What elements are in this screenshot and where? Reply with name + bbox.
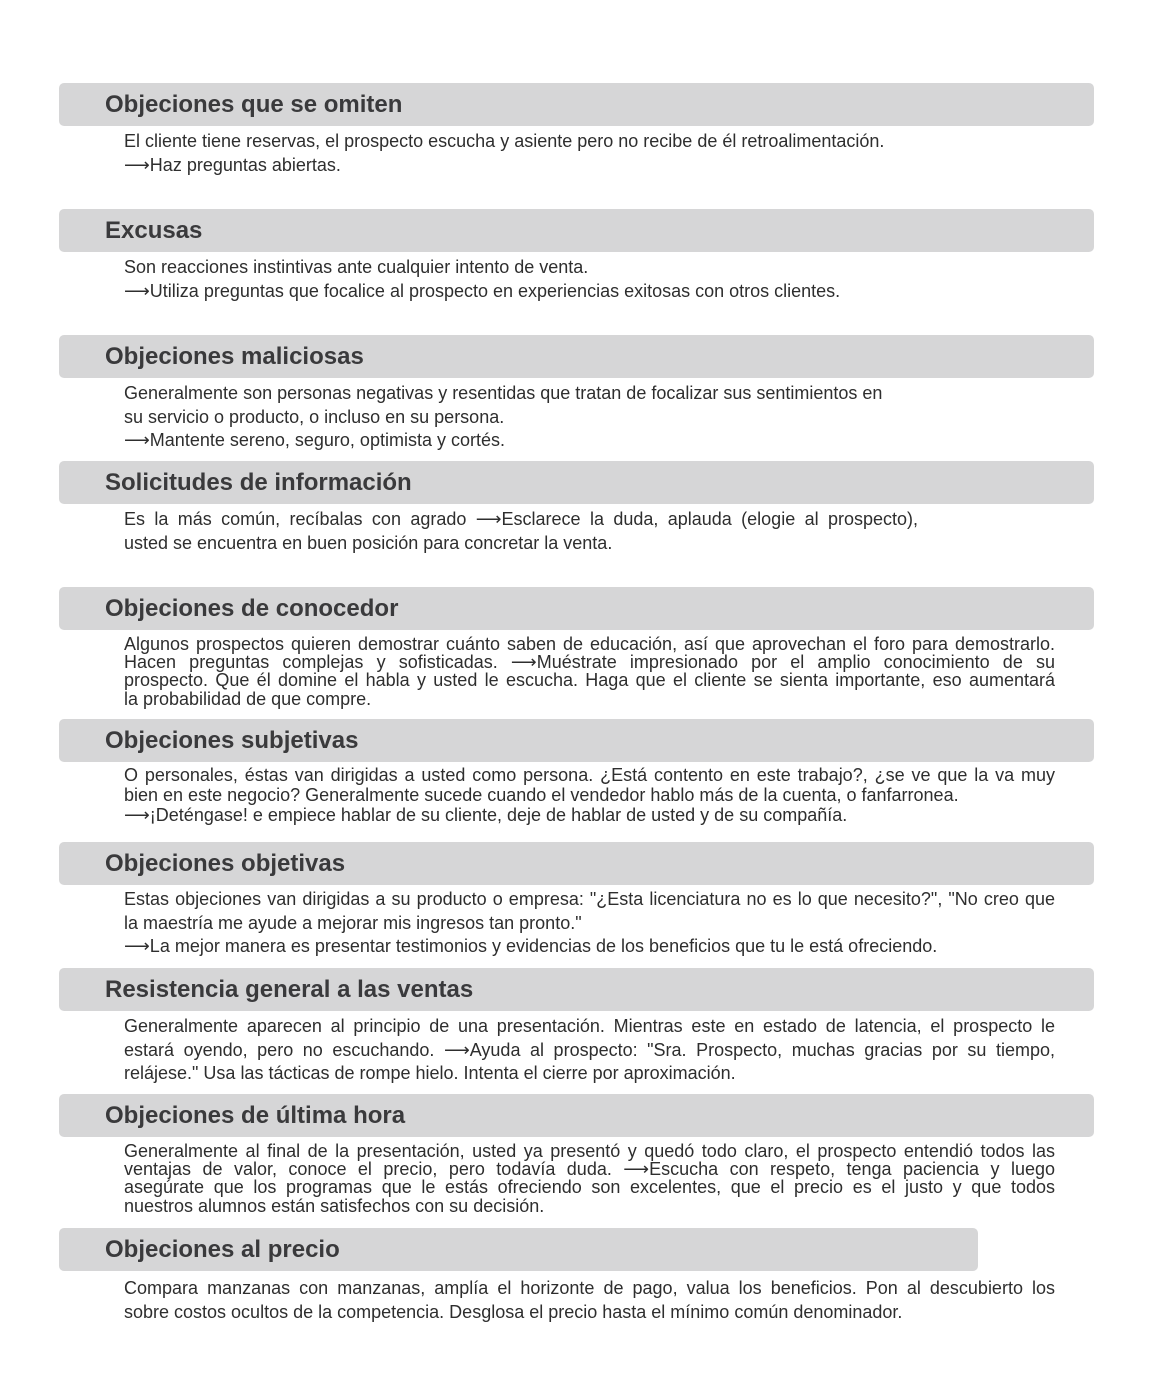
section-heading: Objeciones que se omiten <box>105 91 403 118</box>
body-line: la maestría me ayude a mejorar mis ingresos tan pronto." <box>124 912 582 933</box>
body-line: Algunos prospectos quieren demostrar cuánto saben de educación, así que aprovechan el foro para demostrarlo. <box>124 634 1055 654</box>
body-line: Es la más común, recíbalas con agrado ⟶Esclarece la duda, aplauda (elogie al prospecto), <box>124 509 918 529</box>
body-line: bien en este negocio? Generalmente sucede cuando el vendedor hablo más de la cuenta, o fanfarronea. <box>124 785 959 805</box>
section-heading: Objeciones de última hora <box>105 1102 406 1129</box>
body-line: asegúrate que los programas que le estás ofreciendo son excelentes, que el precio es el justo y que todos <box>124 1177 1055 1198</box>
section-body <box>124 1015 1055 1086</box>
section-body <box>124 508 918 555</box>
section-body <box>124 635 1055 708</box>
body-line: Estas objeciones van dirigidas a su producto o empresa: "¿Esta licenciatura no es lo que necesito?", "No creo que <box>124 889 1055 909</box>
section-heading: Resistencia general a las ventas <box>105 976 474 1003</box>
section-body <box>124 1142 1055 1215</box>
body-line: su servicio o producto, o incluso en su persona. <box>124 406 505 427</box>
body-line: Generalmente aparecen al principio de una presentación. Mientras este en estado de latencia, el prospecto le <box>124 1016 1055 1036</box>
section-body <box>124 765 1055 825</box>
section-heading: Objeciones objetivas <box>105 850 346 877</box>
body-line-arrow: ⟶Haz preguntas abiertas. <box>124 154 341 175</box>
body-line: nuestros alumnos están satisfechos con su decisión. <box>124 1195 545 1216</box>
body-line: Hacen preguntas complejas y sofisticadas. ⟶Muéstrate impresionado por el amplio conocimiento de su <box>124 652 1055 673</box>
body-line: Generalmente al final de la presentación, usted ya presentó y quedó todo claro, el prospecto entendió todos las <box>124 1141 1055 1161</box>
body-line-arrow: ⟶Utiliza preguntas que focalice al prospecto en experiencias exitosas con otros clientes. <box>124 280 841 301</box>
body-line: estará oyendo, pero no escuchando. ⟶Ayuda al prospecto: "Sra. Prospecto, muchas gracias por su tiempo, <box>124 1039 1055 1060</box>
body-line: sobre costos ocultos de la competencia. Desglosa el precio hasta el mínimo común denominador. <box>124 1301 903 1322</box>
body-line: ventajas de valor, conoce el precio, pero todavía duda. ⟶Escucha con respeto, tenga paciencia y luego <box>124 1159 1055 1180</box>
body-line-arrow: ⟶La mejor manera es presentar testimonios y evidencias de los beneficios que tu le está ofreciendo. <box>124 936 938 956</box>
section-body <box>124 256 1055 303</box>
body-line: Compara manzanas con manzanas, amplía el horizonte de pago, valua los beneficios. Pon al descubierto los <box>124 1278 1055 1298</box>
body-line: Generalmente son personas negativas y resentidas que tratan de focalizar sus sentimientos en <box>124 383 883 403</box>
section-body <box>124 382 1055 453</box>
section-heading: Objeciones maliciosas <box>105 343 364 370</box>
body-line-arrow: ⟶Mantente sereno, seguro, optimista y cortés. <box>124 430 505 450</box>
body-line: Son reacciones instintivas ante cualquier intento de venta. <box>124 257 589 277</box>
section-body <box>124 888 1055 959</box>
body-line: El cliente tiene reservas, el prospecto escucha y asiente pero no recibe de él retroalimentación. <box>124 131 885 151</box>
body-line: usted se encuentra en buen posición para concretar la venta. <box>124 532 613 553</box>
body-line: la probabilidad de que compre. <box>124 688 372 709</box>
section-body <box>124 1277 1055 1324</box>
section-body <box>124 130 1055 177</box>
body-line: prospecto. Que él domine el habla y usted le escucha. Haga que el cliente se sienta importante, eso aumentará <box>124 670 1055 691</box>
section-heading: Objeciones subjetivas <box>105 727 359 754</box>
body-line-arrow: ⟶¡Deténgase! e empiece hablar de su cliente, deje de hablar de usted y de su compañía. <box>124 805 848 825</box>
body-line: O personales, éstas van dirigidas a usted como persona. ¿Está contento en este trabajo?, ¿se ve que la va muy <box>124 765 1055 785</box>
section-heading: Objeciones de conocedor <box>105 595 399 622</box>
section-heading: Excusas <box>105 217 203 244</box>
section-heading: Solicitudes de información <box>105 469 412 496</box>
body-line: relájese." Usa las tácticas de rompe hielo. Intenta el cierre por aproximación. <box>124 1063 736 1083</box>
section-heading: Objeciones al precio <box>105 1236 340 1263</box>
section-header-bar <box>59 209 1094 252</box>
